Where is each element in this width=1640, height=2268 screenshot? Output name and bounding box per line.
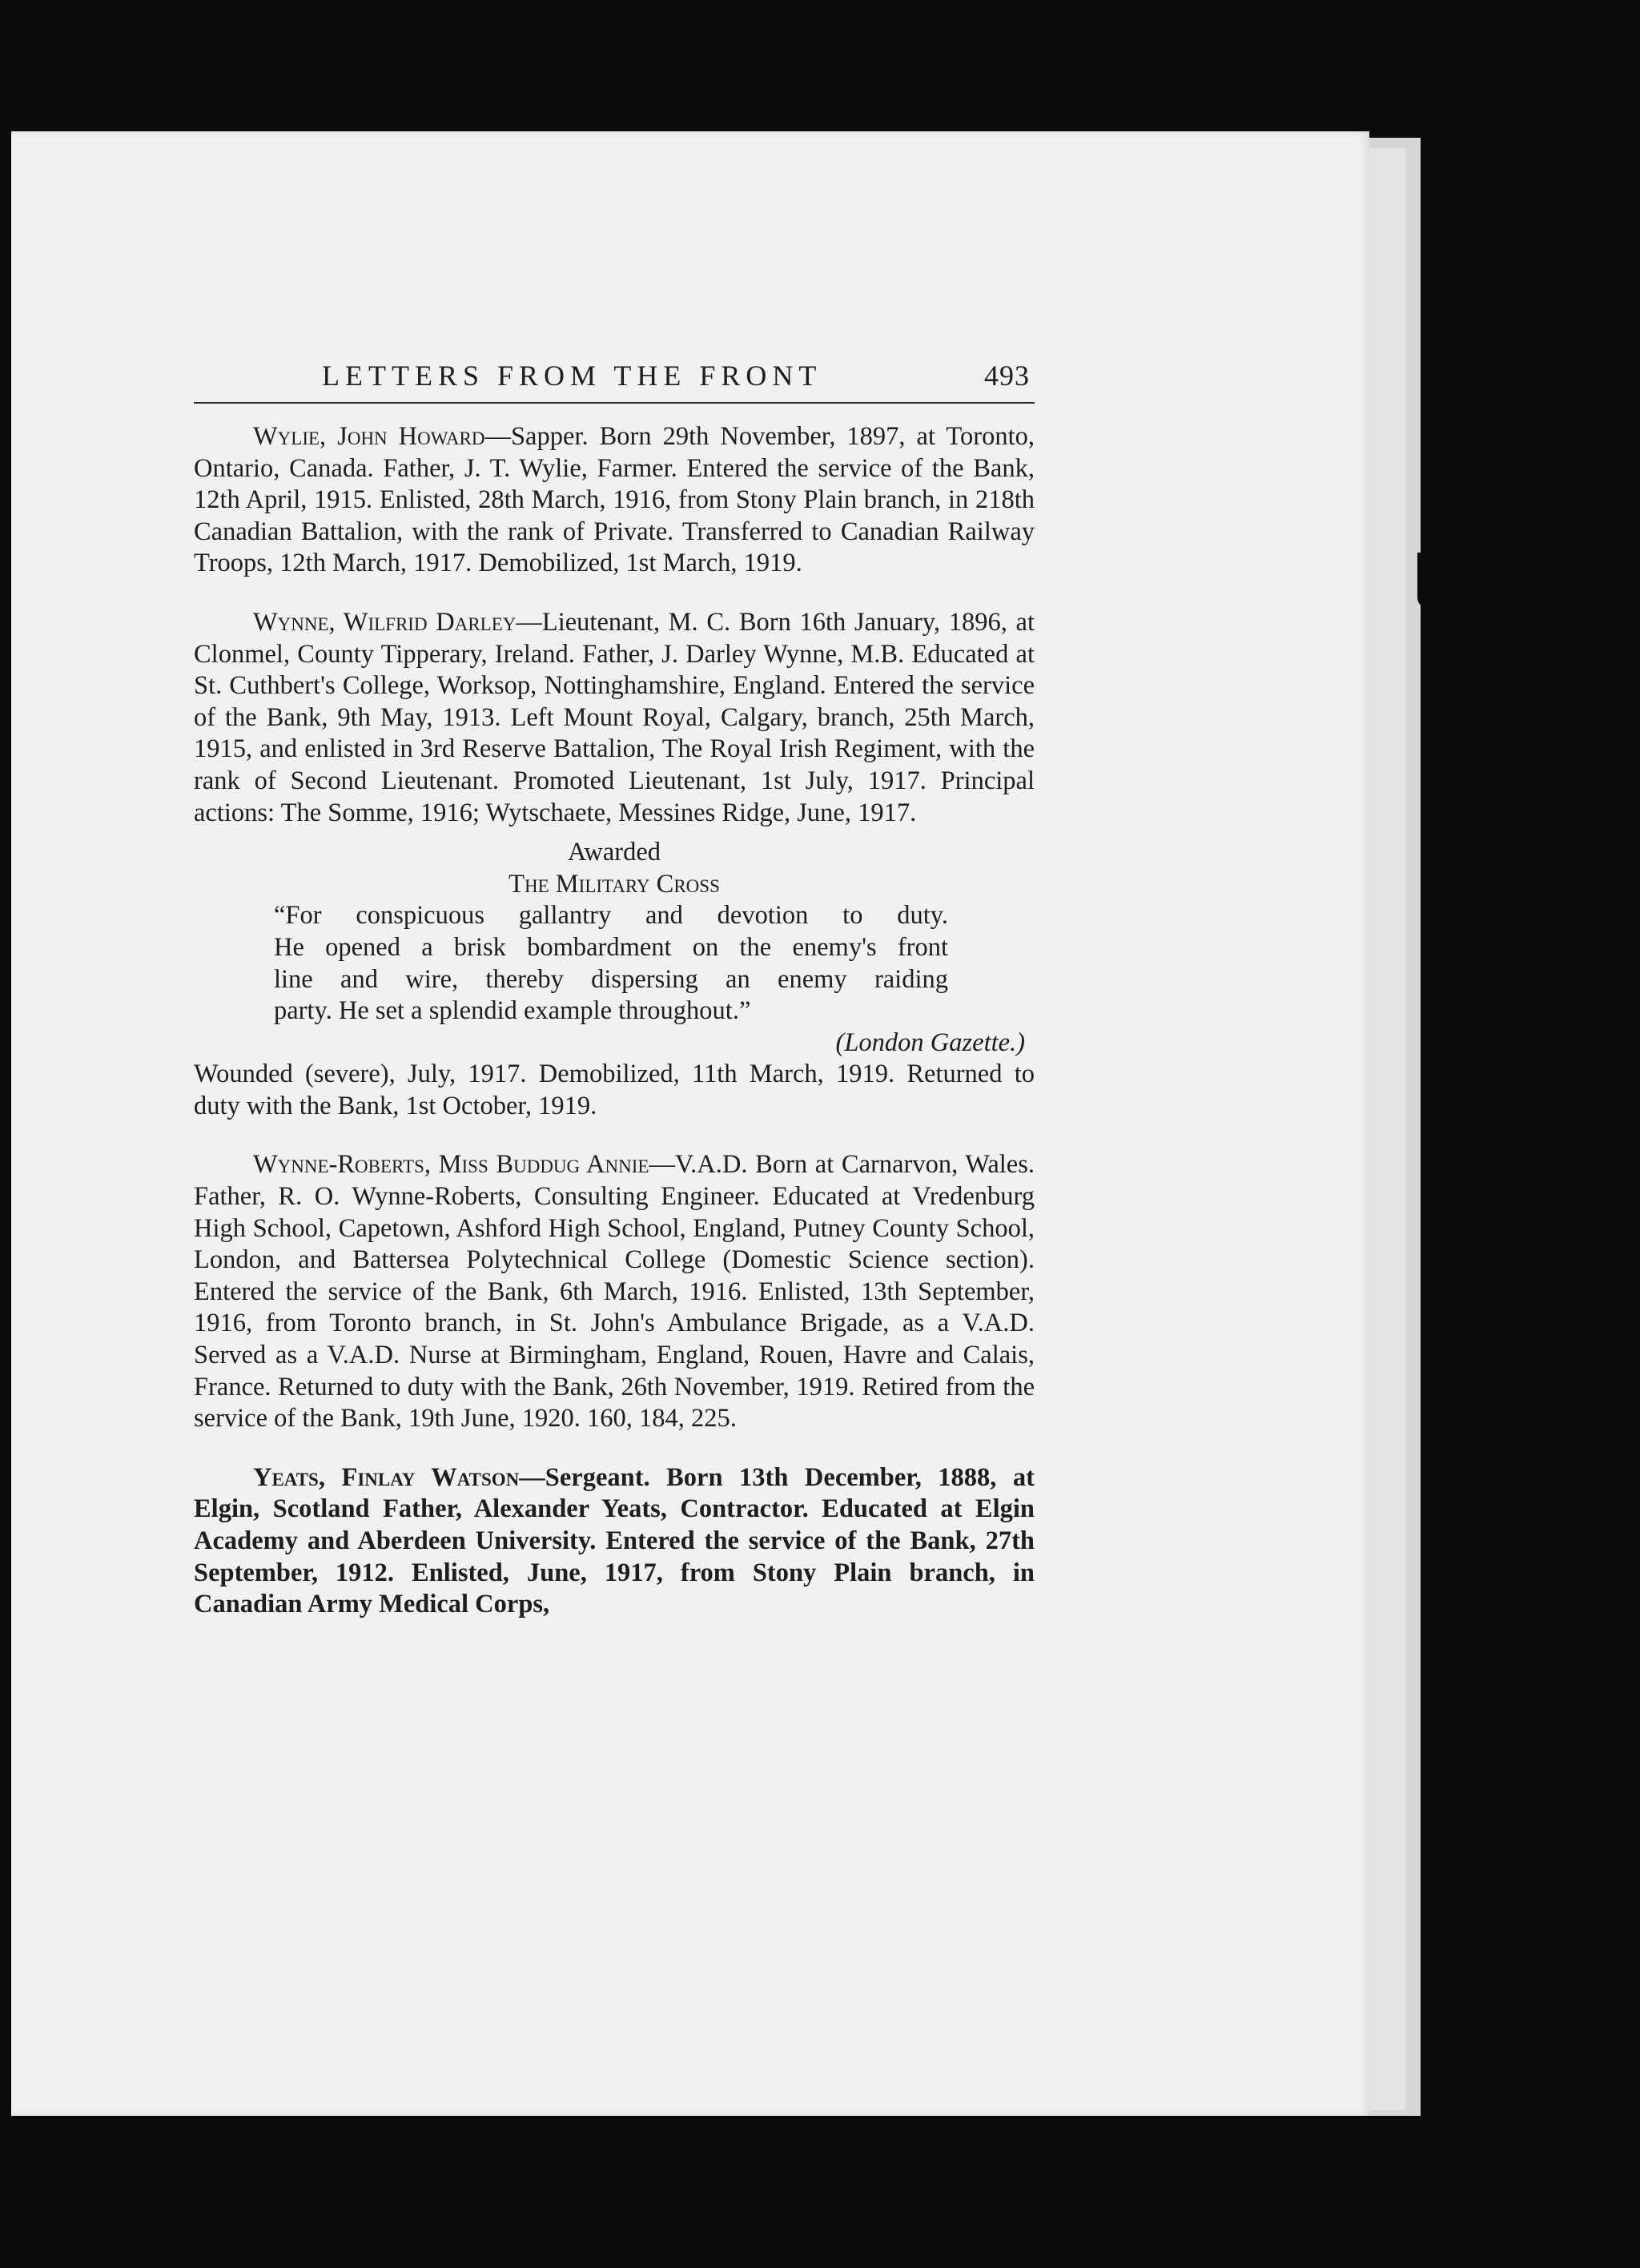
citation-line: He opened a brisk bombardment on the enemy's front [274, 932, 948, 962]
entry-text: —V.A.D. Born at Carnarvon, Wales. Father, R. O. Wynne-Roberts, Consulting Engineer. Educated at Vredenburg High School, Capetown, Ashford High School, England, Putney County School, London, and Battersea Polytechnical College (Domestic Science section). Entered the service of the Bank, 6th March, 1916. Enlisted, 13th September, 1916, from Toronto branch, in St. John's Ambulance Brigade, as a V.A.D. Served as a V.A.D. Nurse at Birmingham, England, Rouen, Havre and Calais, France. Returned to duty with the Bank, 26th November, 1919. Retired from the service of the Bank, 19th June, 1920. 160, 184, 225. [194, 1150, 1035, 1434]
entry-text: —Sergeant. Born 13th December, 1888, at Elgin, Scotland Father, Alexander Yeats, Contractor. Educated at Elgin Academy and Aberdeen University. Entered the service of the Bank, 27th September, 1912. Enlisted, June, 1917, from Stony Plain branch, in Canadian Army Medical Corps, [194, 1462, 1035, 1619]
entry-name: Wynne, Wilfrid Darley [253, 607, 517, 637]
entry-text: —Lieutenant, M. C. Born 16th January, 1896, at Clonmel, County Tipperary, Ireland. Father, J. Darley Wynne, M.B. Educated at St. Cuthbert's College, Worksop, Nottinghamshire, England. Entered the service of the Bank, 9th May, 1913. Left Mount Royal, Calgary, branch, 25th March, 1915, and enlisted in 3rd Reserve Battalion, The Royal Irish Regiment, with the rank of Second Lieutenant. Promoted Lieutenant, 1st July, 1917. Principal actions: The Somme, 1916; Wytschaete, Messines Ridge, June, 1917. [194, 607, 1035, 827]
page-edge-notch [1417, 553, 1429, 609]
page-number: 493 [984, 360, 1030, 392]
page-text-block [194, 359, 1035, 1648]
entry-text: —Sapper. Born 29th November, 1897, at Toronto, Ontario, Canada. Father, J. T. Wylie, Farmer. Entered the service of the Bank, 12th April, 1915. Enlisted, 28th March, 1916, from Stony Plain branch, in 218th Canadian Battalion, with the rank of Private. Transferred to Canadian Railway Troops, 12th March, 1917. Demobilized, 1st March, 1919. [194, 422, 1035, 578]
entry-name: Wynne-Roberts, Miss Buddug Annie [253, 1150, 649, 1180]
award-heading: Awarded [567, 838, 661, 867]
award-title: The Military Cross [508, 869, 720, 899]
citation-line: party. He set a splendid example throughout.” [274, 996, 751, 1026]
running-head [194, 359, 1035, 404]
citation-source [194, 1027, 1035, 1060]
citation-line: “For conspicuous gallantry and devotion to duty. [274, 901, 948, 931]
entry-name: Yeats, Finlay Watson [253, 1462, 520, 1492]
citation-line: line and wire, thereby dispersing an enemy raiding [274, 964, 948, 994]
entry-wylie [194, 421, 1035, 580]
entry-wynne-roberts [194, 1149, 1035, 1434]
citation-source-text: (London Gazette.) [835, 1027, 1025, 1057]
running-head-title: LETTERS FROM THE FRONT [322, 360, 822, 392]
entry-wynne [194, 607, 1035, 829]
entry-name: Wylie, John Howard [253, 422, 485, 451]
award-citation [274, 900, 948, 1027]
entry-yeats [194, 1462, 1035, 1621]
entry-wynne-continuation: Wounded (severe), July, 1917. Demobilized, 11th March, 1919. Returned to duty with the Bank, 1st October, 1919. [194, 1060, 1035, 1120]
